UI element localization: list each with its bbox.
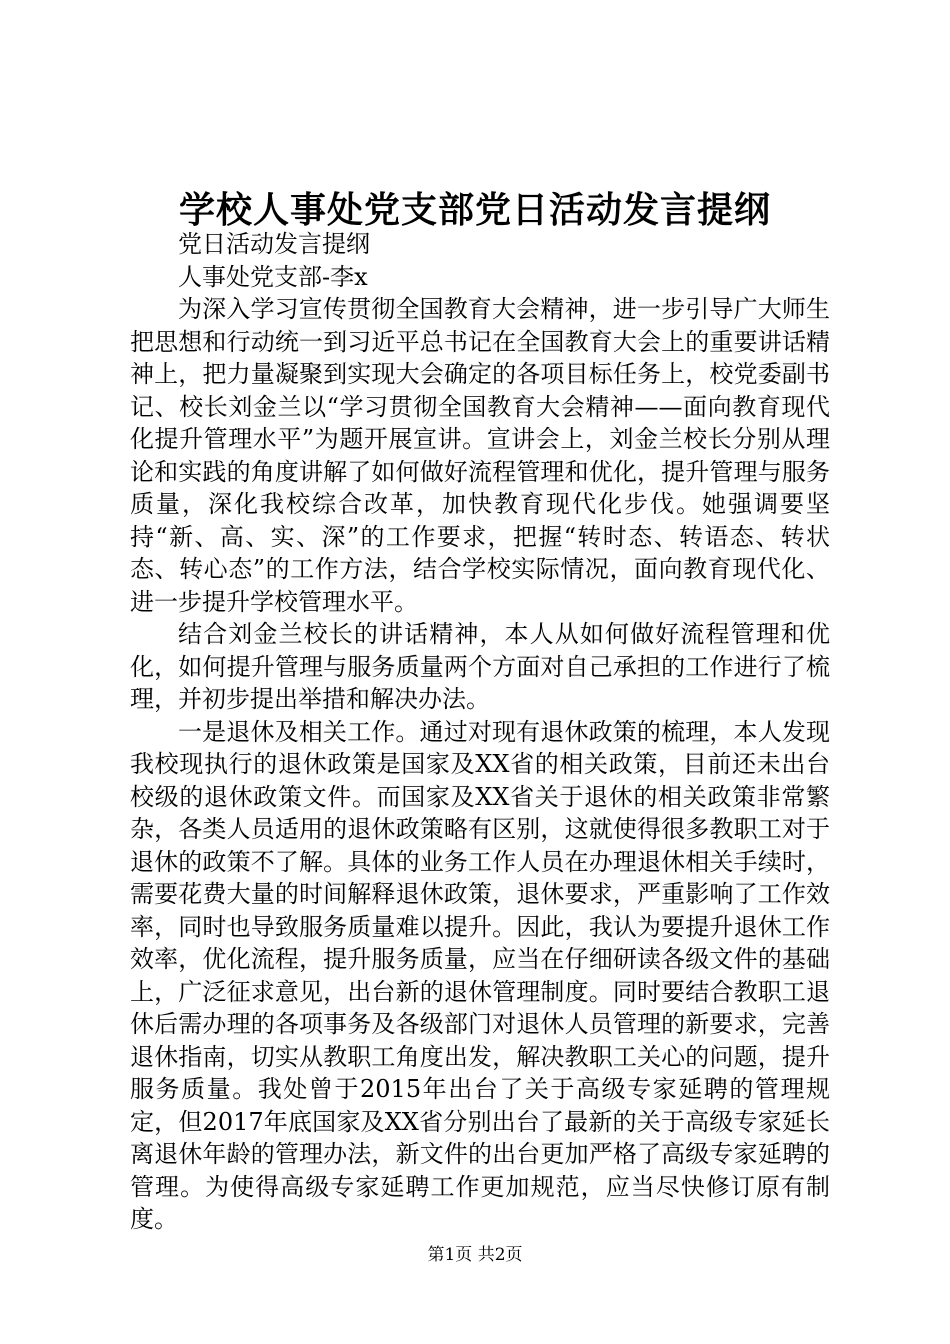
body-paragraph: 一是退休及相关工作。通过对现有退休政策的梳理，本人发现我校现执行的退休政策是国家及XX省的相关政策，目前还未出台校级的退休政策文件。而国家及XX省关于退休的相关政策非常繁杂，各类人员适用的退休政策略有区别，这就使得很多教职工对于退休的政策不了解。具体的业务工作人员在办理退休相关手续时，需要花费大量的时间解释退休政策，退休要求，严重影响了工作效率，同时也导致服务质量难以提升。因此，我认为要提升退休工作效率，优化流程，提升服务质量，应当在仔细研读各级文件的基础上，广泛征求意见，出台新的退休管理制度。同时要结合教职工退休后需办理的各项事务及各级部门对退休人员管理的新要求，完善退休指南，切实从教职工角度出发，解决教职工关心的问题，提升服务质量。我处曾于2015年出台了关于高级专家延聘的管理规定，但2017年底国家及XX省分别出台了最新的关于高级专家延长离退休年龄的管理办法，新文件的出台更加严格了高级专家延聘的管理。为使得高级专家延聘工作更加规范，应当尽快修订原有制度。 xyxy=(130,717,830,1233)
body-paragraph: 结合刘金兰校长的讲话精神，本人从如何做好流程管理和优化，如何提升管理与服务质量两个方面对自己承担的工作进行了梳理，并初步提出举措和解决办法。 xyxy=(130,620,830,713)
page-footer: 第1页 共2页 xyxy=(427,1245,523,1265)
author-line: 人事处党支部-李x xyxy=(178,262,368,291)
document-body xyxy=(130,228,830,1236)
body-paragraph: 为深入学习宣传贯彻全国教育大会精神，进一步引导广大师生把思想和行动统一到习近平总书记在全国教育大会上的重要讲话精神上，把力量凝聚到实现大会确定的各项目标任务上，校党委副书记、校长刘金兰以“学习贯彻全国教育大会精神——面向教育现代化提升管理水平”为题开展宣讲。宣讲会上，刘金兰校长分别从理论和实践的角度讲解了如何做好流程管理和优化，提升管理与服务质量，深化我校综合改革，加快教育现代化步伐。她强调要坚持“新、高、实、深”的工作要求，把握“转时态、转语态、转状态、转心态”的工作方法，结合学校实际情况，面向教育现代化、进一步提升学校管理水平。 xyxy=(130,295,830,616)
subtitle: 党日活动发言提纲 xyxy=(178,230,370,258)
document-title: 学校人事处党支部党日活动发言提纲 xyxy=(178,189,771,231)
